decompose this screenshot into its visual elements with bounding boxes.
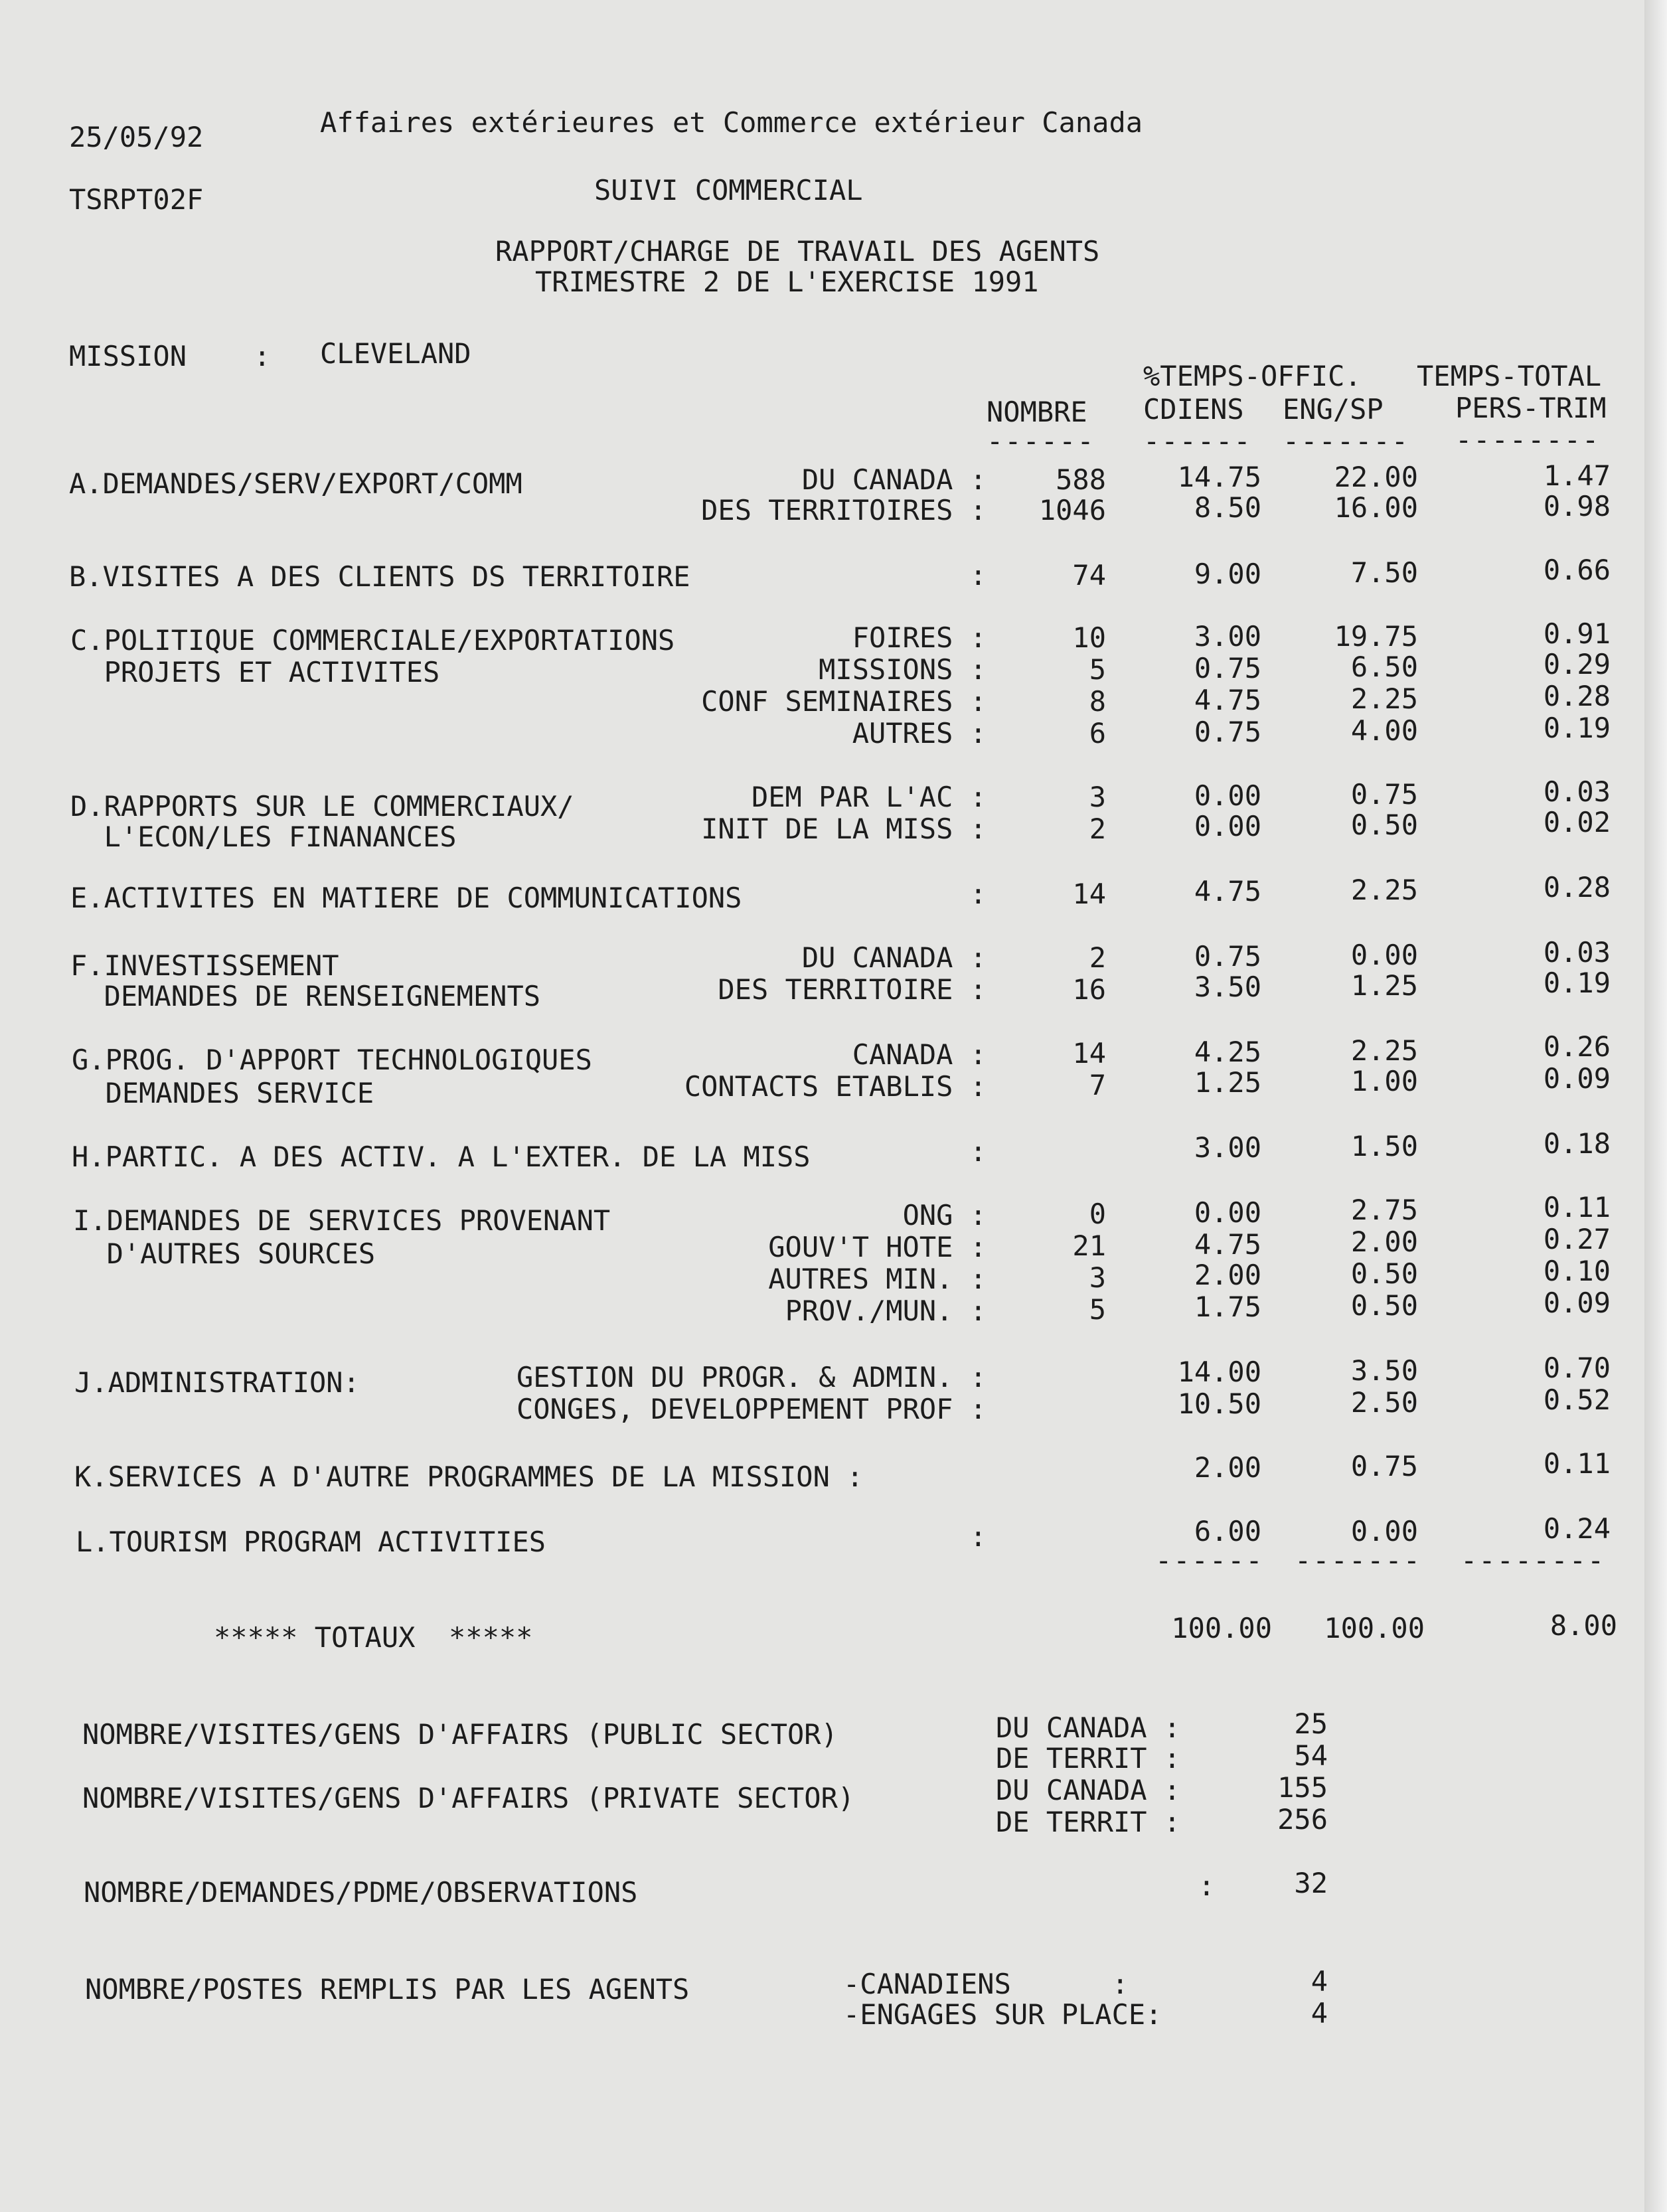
row-engsp: 1.00 xyxy=(1350,1065,1418,1097)
summary-sublabel: DE TERRIT : xyxy=(996,1742,1181,1775)
total-cdiens: 100.00 xyxy=(1171,1612,1272,1644)
header-underline: ------ xyxy=(987,425,1095,457)
total-pers-trim: 8.00 xyxy=(1549,1609,1617,1642)
row-engsp: 1.25 xyxy=(1350,969,1418,1002)
header-pers-trim: PERS-TRIM xyxy=(1455,392,1607,424)
mission-value: CLEVELAND xyxy=(320,337,471,370)
row-engsp: 2.25 xyxy=(1350,1034,1418,1067)
row-label: H.PARTIC. A DES ACTIV. A L'EXTER. DE LA MISS xyxy=(72,1141,811,1173)
row-nombre: 21 xyxy=(1072,1229,1106,1262)
summary-value: 155 xyxy=(1277,1771,1328,1804)
row-sublabel: INIT DE LA MISS : xyxy=(701,813,987,845)
summary-value: 32 xyxy=(1294,1867,1328,1899)
row-engsp: 0.75 xyxy=(1350,778,1418,811)
row-sublabel: DU CANADA : xyxy=(801,463,987,496)
row-pers-trim: 0.24 xyxy=(1543,1512,1611,1545)
row-engsp: 2.75 xyxy=(1350,1194,1418,1226)
row-sublabel: DEM PAR L'AC : xyxy=(751,781,987,813)
row-nombre: 1046 xyxy=(1038,494,1106,526)
row-label: I.DEMANDES DE SERVICES PROVENANT xyxy=(73,1204,611,1237)
row-engsp: 0.00 xyxy=(1350,939,1418,971)
row-cdiens: 4.25 xyxy=(1194,1036,1261,1068)
row-cdiens: 8.50 xyxy=(1194,491,1261,524)
row-sublabel: AUTRES MIN. : xyxy=(768,1263,987,1295)
summary-value: 25 xyxy=(1294,1707,1328,1740)
row-cdiens: 2.00 xyxy=(1194,1259,1261,1291)
row-label: PROJETS ET ACTIVITES xyxy=(70,656,440,688)
totals-rule: -------- xyxy=(1461,1544,1606,1577)
summary-value: 4 xyxy=(1310,1965,1328,1998)
row-engsp: 1.50 xyxy=(1350,1130,1418,1162)
row-sublabel: FOIRES : xyxy=(852,621,987,654)
header-cdiens: CDIENS xyxy=(1143,393,1244,426)
row-nombre: 6 xyxy=(1089,717,1106,750)
row-nombre: 14 xyxy=(1072,878,1106,910)
row-nombre: 0 xyxy=(1089,1198,1106,1230)
row-label: D'AUTRES SOURCES xyxy=(73,1237,376,1270)
row-engsp: 2.00 xyxy=(1350,1225,1418,1258)
row-label: D.RAPPORTS SUR LE COMMERCIAUX/ xyxy=(70,790,574,823)
row-label: L'ECON/LES FINANANCES xyxy=(70,821,457,853)
row-nombre: 7 xyxy=(1089,1069,1106,1101)
row-pers-trim: 0.09 xyxy=(1543,1287,1611,1319)
row-pers-trim: 0.10 xyxy=(1543,1255,1611,1287)
report-code: TSRPT02F xyxy=(69,183,204,216)
row-label: DEMANDES DE RENSEIGNEMENTS xyxy=(70,980,541,1012)
row-sublabel: GESTION DU PROGR. & ADMIN. : xyxy=(516,1361,987,1393)
row-nombre: 5 xyxy=(1089,1293,1106,1326)
row-pers-trim: 0.29 xyxy=(1543,648,1611,680)
row-cdiens: 4.75 xyxy=(1194,875,1261,908)
row-label: G.PROG. D'APPORT TECHNOLOGIQUES xyxy=(72,1044,592,1076)
row-nombre: 10 xyxy=(1072,621,1106,654)
system-name: SUIVI COMMERCIAL xyxy=(594,174,863,206)
summary-value: 54 xyxy=(1294,1739,1328,1772)
row-sublabel: CONGES, DEVELOPPEMENT PROF : xyxy=(516,1393,987,1425)
row-sublabel: MISSIONS : xyxy=(819,653,987,686)
row-pers-trim: 0.03 xyxy=(1543,936,1611,969)
row-engsp: 0.75 xyxy=(1350,1450,1418,1482)
summary-sublabel: DU CANADA : xyxy=(996,1711,1181,1744)
row-engsp: 7.50 xyxy=(1350,556,1418,589)
row-sublabel: CONTACTS ETABLIS : xyxy=(684,1070,987,1103)
mission-label: MISSION : xyxy=(69,340,271,372)
row-cdiens: 1.25 xyxy=(1194,1066,1261,1099)
row-engsp: 19.75 xyxy=(1334,620,1418,653)
row-cdiens: 0.00 xyxy=(1194,1196,1261,1229)
row-pers-trim: 1.47 xyxy=(1543,459,1611,492)
row-label: C.POLITIQUE COMMERCIALE/EXPORTATIONS xyxy=(70,624,675,657)
row-nombre: 588 xyxy=(1056,463,1106,496)
row-pers-trim: 0.98 xyxy=(1543,490,1611,522)
row-pers-trim: 0.03 xyxy=(1543,775,1611,808)
row-nombre: 2 xyxy=(1089,941,1106,974)
summary-label: NOMBRE/VISITES/GENS D'AFFAIRS (PRIVATE SECTOR) xyxy=(82,1782,855,1814)
header-underline: ------- xyxy=(1283,425,1410,457)
row-cdiens: 0.75 xyxy=(1194,716,1261,748)
report-title: RAPPORT/CHARGE DE TRAVAIL DES AGENTS xyxy=(495,235,1100,268)
row-cdiens: 3.50 xyxy=(1194,971,1261,1003)
row-pers-trim: 0.19 xyxy=(1543,967,1611,999)
row-label: E.ACTIVITES EN MATIERE DE COMMUNICATIONS xyxy=(70,882,742,914)
total-engsp: 100.00 xyxy=(1324,1612,1425,1644)
summary-sublabel: DU CANADA : xyxy=(996,1774,1181,1806)
row-cdiens: 9.00 xyxy=(1194,558,1261,590)
row-pers-trim: 0.18 xyxy=(1543,1127,1611,1160)
row-pers-trim: 0.52 xyxy=(1543,1383,1611,1416)
row-sublabel: CANADA : xyxy=(852,1038,987,1071)
row-sublabel: PROV./MUN. : xyxy=(785,1295,987,1327)
row-pers-trim: 0.11 xyxy=(1543,1191,1611,1224)
row-cdiens: 4.75 xyxy=(1194,1228,1261,1261)
row-nombre: 74 xyxy=(1072,559,1106,592)
row-engsp: 3.50 xyxy=(1350,1354,1418,1387)
row-engsp: 0.50 xyxy=(1350,1257,1418,1290)
row-sublabel: CONF SEMINAIRES : xyxy=(701,685,987,718)
row-label: F.INVESTISSEMENT xyxy=(70,949,339,982)
row-sublabel: : xyxy=(969,1135,987,1168)
row-cdiens: 3.00 xyxy=(1194,620,1261,653)
row-engsp: 2.25 xyxy=(1350,874,1418,906)
row-sublabel: : xyxy=(969,878,987,910)
row-sublabel: DU CANADA : xyxy=(801,941,987,974)
row-engsp: 0.00 xyxy=(1350,1515,1418,1547)
row-label: J.ADMINISTRATION: xyxy=(74,1366,360,1399)
row-pers-trim: 0.26 xyxy=(1543,1030,1611,1063)
row-engsp: 4.00 xyxy=(1350,714,1418,747)
summary-label: NOMBRE/POSTES REMPLIS PAR LES AGENTS xyxy=(85,1973,690,2006)
row-cdiens: 0.75 xyxy=(1194,940,1261,973)
row-nombre: 3 xyxy=(1089,1261,1106,1294)
row-pers-trim: 0.27 xyxy=(1543,1223,1611,1255)
organization-name: Affaires extérieures et Commerce extérieur Canada xyxy=(320,106,1143,139)
summary-label: NOMBRE/DEMANDES/PDME/OBSERVATIONS xyxy=(84,1876,638,1909)
summary-value: 4 xyxy=(1310,1997,1328,2029)
row-label: DEMANDES SERVICE xyxy=(72,1077,374,1109)
row-cdiens: 3.00 xyxy=(1194,1131,1261,1164)
row-sublabel: AUTRES : xyxy=(852,717,987,750)
row-pers-trim: 0.09 xyxy=(1543,1062,1611,1095)
header-underline: -------- xyxy=(1455,424,1601,456)
summary-sublabel: -ENGAGES SUR PLACE: xyxy=(843,1998,1162,2031)
row-engsp: 16.00 xyxy=(1334,491,1418,524)
row-pers-trim: 0.91 xyxy=(1543,617,1611,650)
header-underline: ------ xyxy=(1143,425,1252,457)
row-sublabel: DES TERRITOIRES : xyxy=(701,494,987,526)
row-label: L.TOURISM PROGRAM ACTIVITIES xyxy=(76,1526,546,1558)
header-engsp: ENG/SP xyxy=(1283,393,1384,426)
header-nombre: NOMBRE xyxy=(987,396,1087,428)
row-sublabel: GOUV'T HOTE : xyxy=(768,1231,987,1263)
totals-label: ***** TOTAUX ***** xyxy=(214,1621,533,1654)
row-cdiens: 2.00 xyxy=(1194,1451,1261,1484)
summary-value: 256 xyxy=(1277,1803,1328,1836)
row-pers-trim: 0.28 xyxy=(1543,680,1611,712)
row-pers-trim: 0.11 xyxy=(1543,1447,1611,1480)
row-engsp: 0.50 xyxy=(1350,1289,1418,1322)
summary-sublabel: DE TERRIT : xyxy=(996,1806,1181,1838)
row-engsp: 6.50 xyxy=(1350,651,1418,683)
header-temps-offic: %TEMPS-OFFIC. xyxy=(1143,360,1362,392)
row-nombre: 3 xyxy=(1089,781,1106,813)
row-engsp: 2.50 xyxy=(1350,1386,1418,1419)
totals-rule: ------- xyxy=(1295,1544,1422,1577)
row-nombre: 5 xyxy=(1089,653,1106,686)
totals-rule: ------ xyxy=(1155,1544,1264,1577)
report-date: 25/05/92 xyxy=(69,121,204,153)
summary-sublabel: : xyxy=(1198,1869,1215,1902)
row-pers-trim: 0.19 xyxy=(1543,712,1611,744)
row-cdiens: 1.75 xyxy=(1194,1291,1261,1323)
row-cdiens: 0.00 xyxy=(1194,810,1261,842)
row-cdiens: 0.75 xyxy=(1194,652,1261,684)
row-engsp: 22.00 xyxy=(1334,461,1418,493)
row-pers-trim: 0.70 xyxy=(1543,1352,1611,1384)
row-engsp: 2.25 xyxy=(1350,682,1418,715)
summary-sublabel: -CANADIENS : xyxy=(843,1968,1129,2000)
row-pers-trim: 0.28 xyxy=(1543,871,1611,904)
row-engsp: 0.50 xyxy=(1350,809,1418,841)
header-temps-total: TEMPS-TOTAL xyxy=(1417,360,1602,392)
row-label: K.SERVICES A D'AUTRE PROGRAMMES DE LA MISSION : xyxy=(74,1461,864,1493)
report-subtitle: TRIMESTRE 2 DE L'EXERCISE 1991 xyxy=(535,266,1039,298)
row-cdiens: 6.00 xyxy=(1194,1515,1261,1547)
row-cdiens: 0.00 xyxy=(1194,779,1261,812)
page-edge xyxy=(1644,0,1667,2212)
row-label: A.DEMANDES/SERV/EXPORT/COMM xyxy=(69,467,522,500)
row-sublabel: : xyxy=(969,559,987,592)
row-nombre: 14 xyxy=(1072,1037,1106,1069)
row-label: B.VISITES A DES CLIENTS DS TERRITOIRE xyxy=(69,560,690,593)
row-cdiens: 14.75 xyxy=(1177,461,1261,493)
row-cdiens: 14.00 xyxy=(1177,1356,1261,1388)
row-sublabel: : xyxy=(969,1520,987,1553)
row-nombre: 8 xyxy=(1089,685,1106,718)
row-cdiens: 4.75 xyxy=(1194,684,1261,716)
row-pers-trim: 0.02 xyxy=(1543,806,1611,838)
row-cdiens: 10.50 xyxy=(1177,1387,1261,1420)
summary-label: NOMBRE/VISITES/GENS D'AFFAIRS (PUBLIC SECTOR) xyxy=(82,1718,838,1751)
row-sublabel: DES TERRITOIRE : xyxy=(718,973,987,1006)
row-sublabel: ONG : xyxy=(902,1199,987,1231)
row-nombre: 16 xyxy=(1072,973,1106,1006)
row-pers-trim: 0.66 xyxy=(1543,554,1611,586)
row-nombre: 2 xyxy=(1089,813,1106,845)
